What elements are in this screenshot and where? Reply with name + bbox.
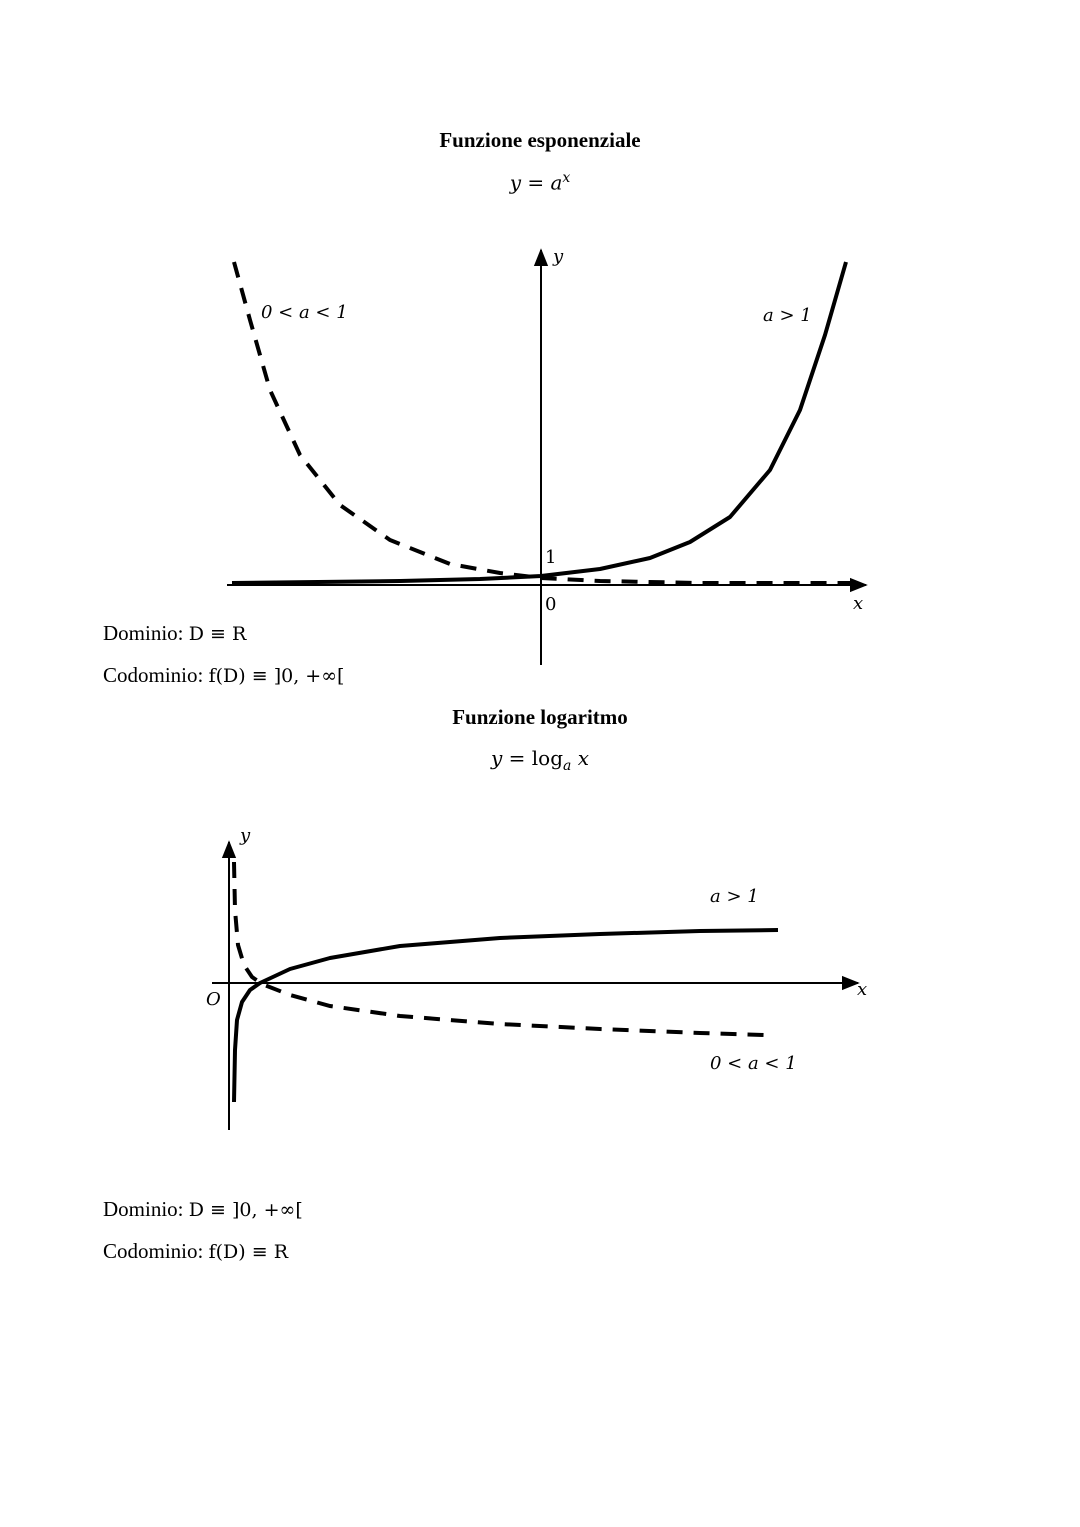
- logarithm-formula-lhs: y =: [490, 746, 532, 770]
- log-label-decreasing: 0 < a < 1: [710, 1053, 797, 1074]
- log-origin-label: O: [206, 989, 221, 1010]
- exp-x-axis-label: x: [853, 593, 864, 614]
- exp-label-increasing: a > 1: [763, 305, 812, 326]
- logarithm-formula-base: a: [563, 758, 572, 774]
- log-label-increasing: a > 1: [710, 886, 759, 907]
- logarithm-title: Funzione logaritmo: [452, 705, 628, 729]
- exp-one-label: 1: [545, 547, 557, 568]
- exp-label-decreasing: 0 < a < 1: [261, 302, 348, 323]
- log-curve-a-less-1: [234, 862, 765, 1035]
- exponential-formula-lhs: y = a: [509, 170, 563, 195]
- log-codomain-math: f(D) ≡ R: [208, 1241, 289, 1263]
- exp-domain-prefix: Dominio:: [103, 621, 189, 645]
- exp-y-axis-label: y: [553, 246, 564, 267]
- log-domain-math: D ≡ ]0, +∞[: [188, 1199, 303, 1221]
- logarithm-formula: [0, 746, 1080, 774]
- log-y-axis-label: y: [240, 825, 251, 846]
- logarithm-graph: [206, 825, 867, 1130]
- log-codomain: [103, 1239, 288, 1264]
- exp-codomain-prefix: Codominio:: [103, 663, 209, 687]
- exp-domain-math: D ≡ R: [188, 623, 247, 645]
- log-curve-a-greater-1: [234, 930, 778, 1102]
- log-domain-prefix: Dominio:: [103, 1197, 189, 1221]
- exponential-title: Funzione esponenziale: [439, 128, 641, 152]
- exponential-graph: [227, 246, 866, 665]
- log-codomain-prefix: Codominio:: [103, 1239, 209, 1263]
- log-domain: [103, 1197, 303, 1222]
- exp-codomain: [103, 663, 344, 688]
- logarithm-formula-arg: x: [571, 746, 590, 770]
- exp-codomain-math: f(D) ≡ ]0, +∞[: [208, 665, 345, 687]
- log-x-axis-label: x: [857, 979, 868, 1000]
- exp-origin-label: 0: [545, 594, 557, 615]
- exp-domain: [103, 621, 246, 646]
- logarithm-formula-log: log: [531, 746, 564, 770]
- exponential-formula-exponent: x: [562, 170, 571, 186]
